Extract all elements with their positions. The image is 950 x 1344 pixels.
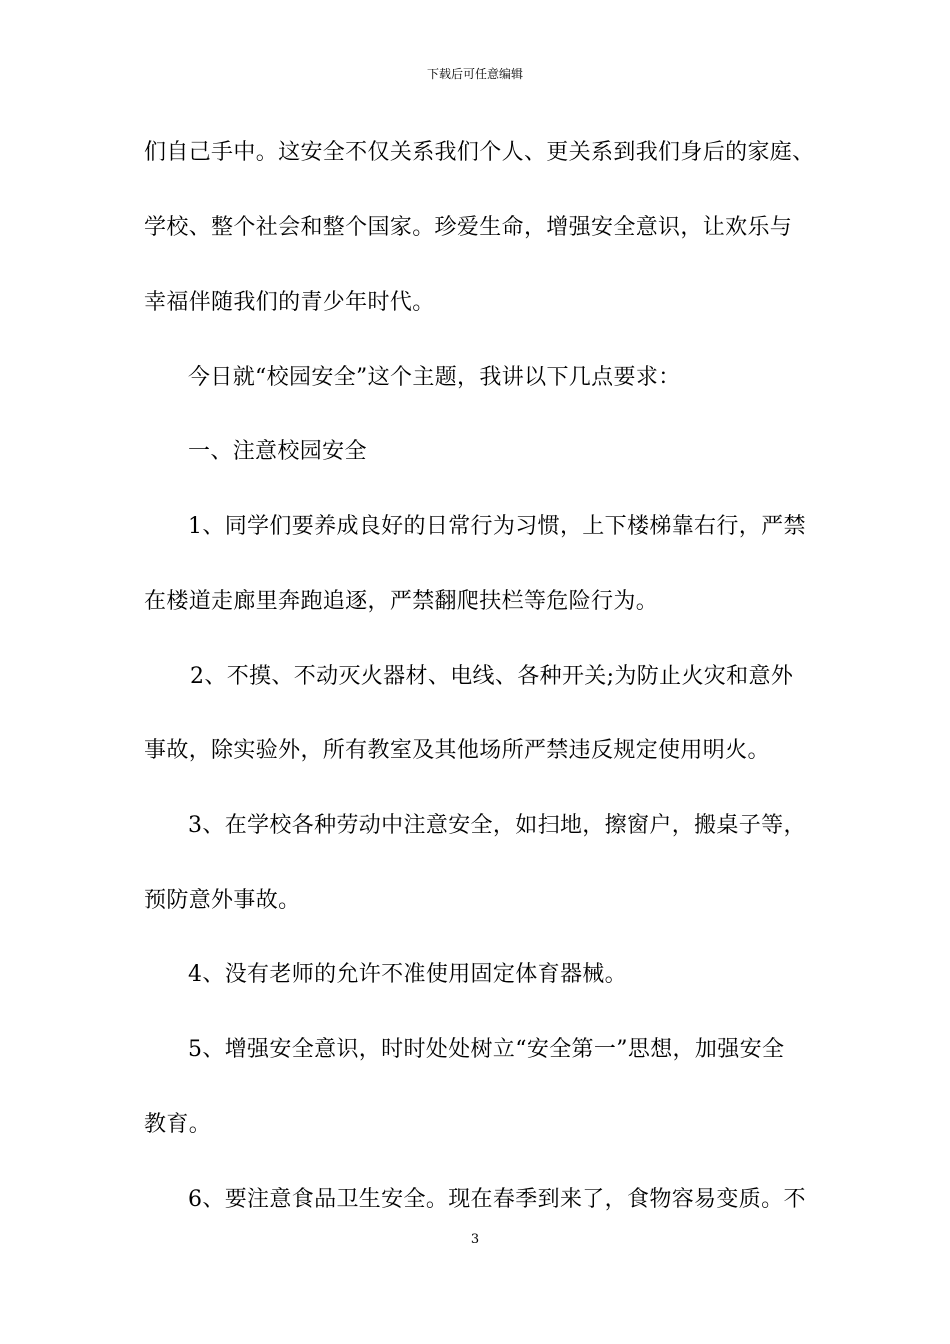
text-line: 6、要注意食品卫生安全。现在春季到来了，食物容易变质。不: [188, 1187, 806, 1212]
text-line: 学校、整个社会和整个国家。珍爱生命，增强安全意识，让欢乐与: [144, 215, 793, 240]
text-line: 预防意外事故。: [144, 888, 301, 913]
text-line: 3、在学校各种劳动中注意安全，如扫地，擦窗户，搬桌子等，: [188, 813, 806, 838]
text-line: 2、不摸、不动灭火器材、电线、各种开关;为防止火灾和意外: [190, 664, 794, 689]
text-line: 今日就“校园安全”这个主题，我讲以下几点要求：: [188, 365, 681, 390]
text-line: 们自己手中。这安全不仅关系我们个人、更关系到我们身后的家庭、: [144, 140, 815, 165]
page-number: 3: [470, 1232, 480, 1247]
text-line: 教育。: [144, 1112, 212, 1137]
text-line: 4、没有老师的允许不准使用固定体育器械。: [188, 962, 627, 987]
text-line: 在楼道走廊里奔跑追逐，严禁翻爬扶栏等危险行为。: [144, 589, 659, 614]
text-line: 1、同学们要养成良好的日常行为习惯，上下楼梯靠右行，严禁: [188, 514, 806, 539]
header-note: 下载后可任意编辑: [426, 67, 523, 81]
text-line: 事故，除实验外，所有教室及其他场所严禁违反规定使用明火。: [144, 738, 770, 763]
text-line: 幸福伴随我们的青少年时代。: [144, 290, 435, 315]
text-line: 5、增强安全意识，时时处处树立“安全第一”思想，加强安全: [188, 1037, 785, 1062]
section-heading: 一、注意校园安全: [188, 439, 367, 464]
